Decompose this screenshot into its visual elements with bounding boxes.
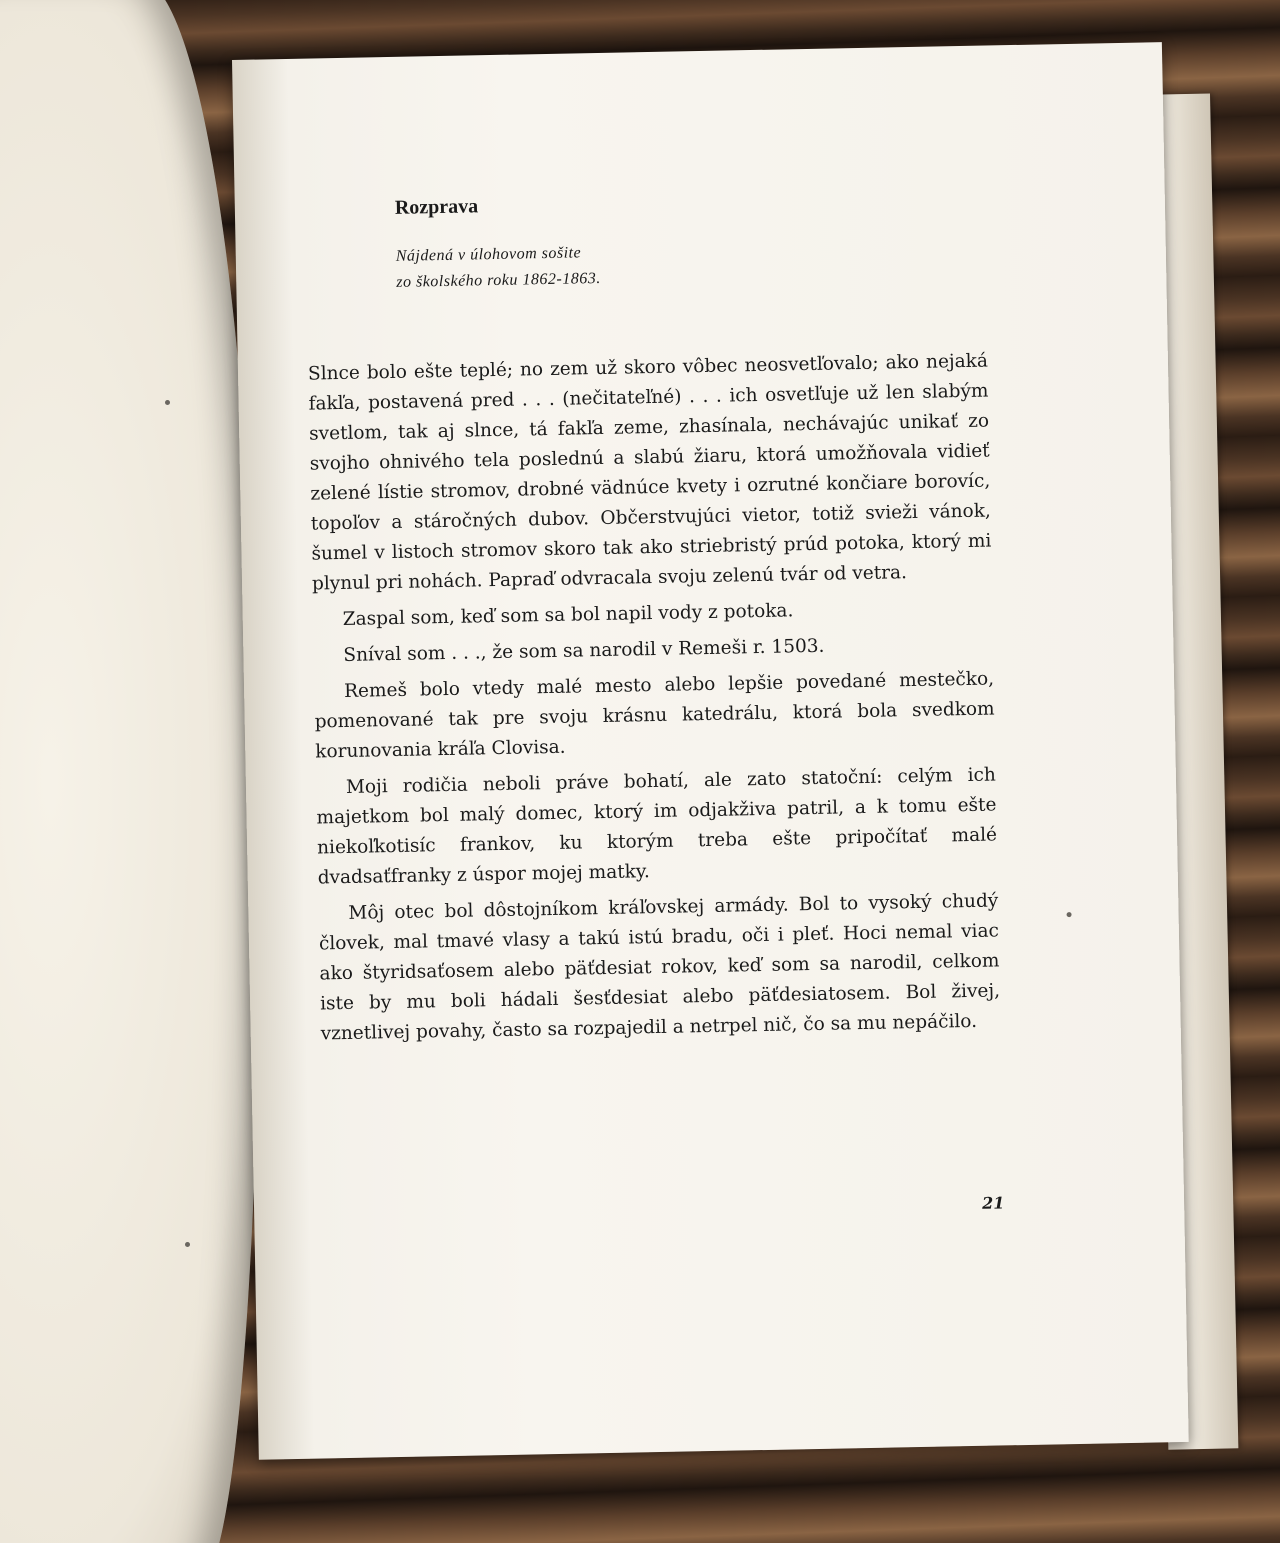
subtitle-line: zo školského roku 1862-1863. <box>396 269 601 291</box>
right-book-page <box>232 42 1189 1460</box>
body-text <box>308 347 1001 1050</box>
paper-speck <box>165 400 170 405</box>
paragraph: Slnce bolo ešte teplé; no zem už skoro vôbec neosvetľovalo; ako nejaká fakľa, postavená pred . . . (nečitateľné) . . . ich osvetľuje už len slabým svetlom, tak aj slnce, tá fakľa zeme, zhasínala, nechávajúc unikať zo svojho ohnivého tela poslednú a slabú žiaru, ktorá umožňovala vidieť zelené lístie stromov, drobné vädnúce kvety i ozrutné končiare borovíc, topoľov a stáročných dubov. Občerstvujúci vietor, totiž svieži vánok, šumel v listoch stromov skoro tak ako striebristý prúd potoka, ktorý mi plynul pri nohách. Papraď odvracala svoju zelenú tvár od vetra. <box>307 350 992 595</box>
paper-speck <box>185 1242 190 1247</box>
paragraph: Moji rodičia neboli práve bohatí, ale zato statoční: celým ich majetkom bol malý domec, ktorý im odjakživa patril, a k tomu ešte niekoľkotisíc frankov, ku ktorým treba ešte pripočítať malé dvadsaťfranky z úspor mojej matky. <box>316 764 998 889</box>
page-content <box>305 186 1001 1056</box>
page-number: 21 <box>981 1193 1005 1213</box>
paragraph: Sníval som . . ., že som sa narodil v Remeši r. 1503. <box>343 635 825 666</box>
paper-speck <box>1067 912 1072 917</box>
left-facing-page <box>0 0 260 1543</box>
subtitle-line: Nájdená v úlohovom sošite <box>395 244 582 265</box>
paragraph: Remeš bolo vtedy malé mesto alebo lepšie povedané mestečko, pomenované tak pre svoju krásnu katedrálu, ktorá bola svedkom korunovania kráľa Clovisa. <box>314 668 995 763</box>
paragraph: Môj otec bol dôstojníkom kráľovskej armády. Bol to vysoký chudý človek, mal tmavé vlasy a takú istú bradu, oči i pleť. Hoci nemal viac ako štyridsaťosem alebo päťdesiat rokov, keď som sa narodil, celkom iste by mu boli hádali šesťdesiat alebo päťdesiatosem. Bol živej, vznetlivej povahy, často sa rozpajedil a netrpel nič, čo sa mu nepáčilo. <box>318 890 1001 1045</box>
chapter-heading: Rozprava <box>394 195 479 219</box>
paragraph: Zaspal som, keď som sa bol napil vody z potoka. <box>342 600 794 630</box>
chapter-subtitle <box>396 233 987 296</box>
